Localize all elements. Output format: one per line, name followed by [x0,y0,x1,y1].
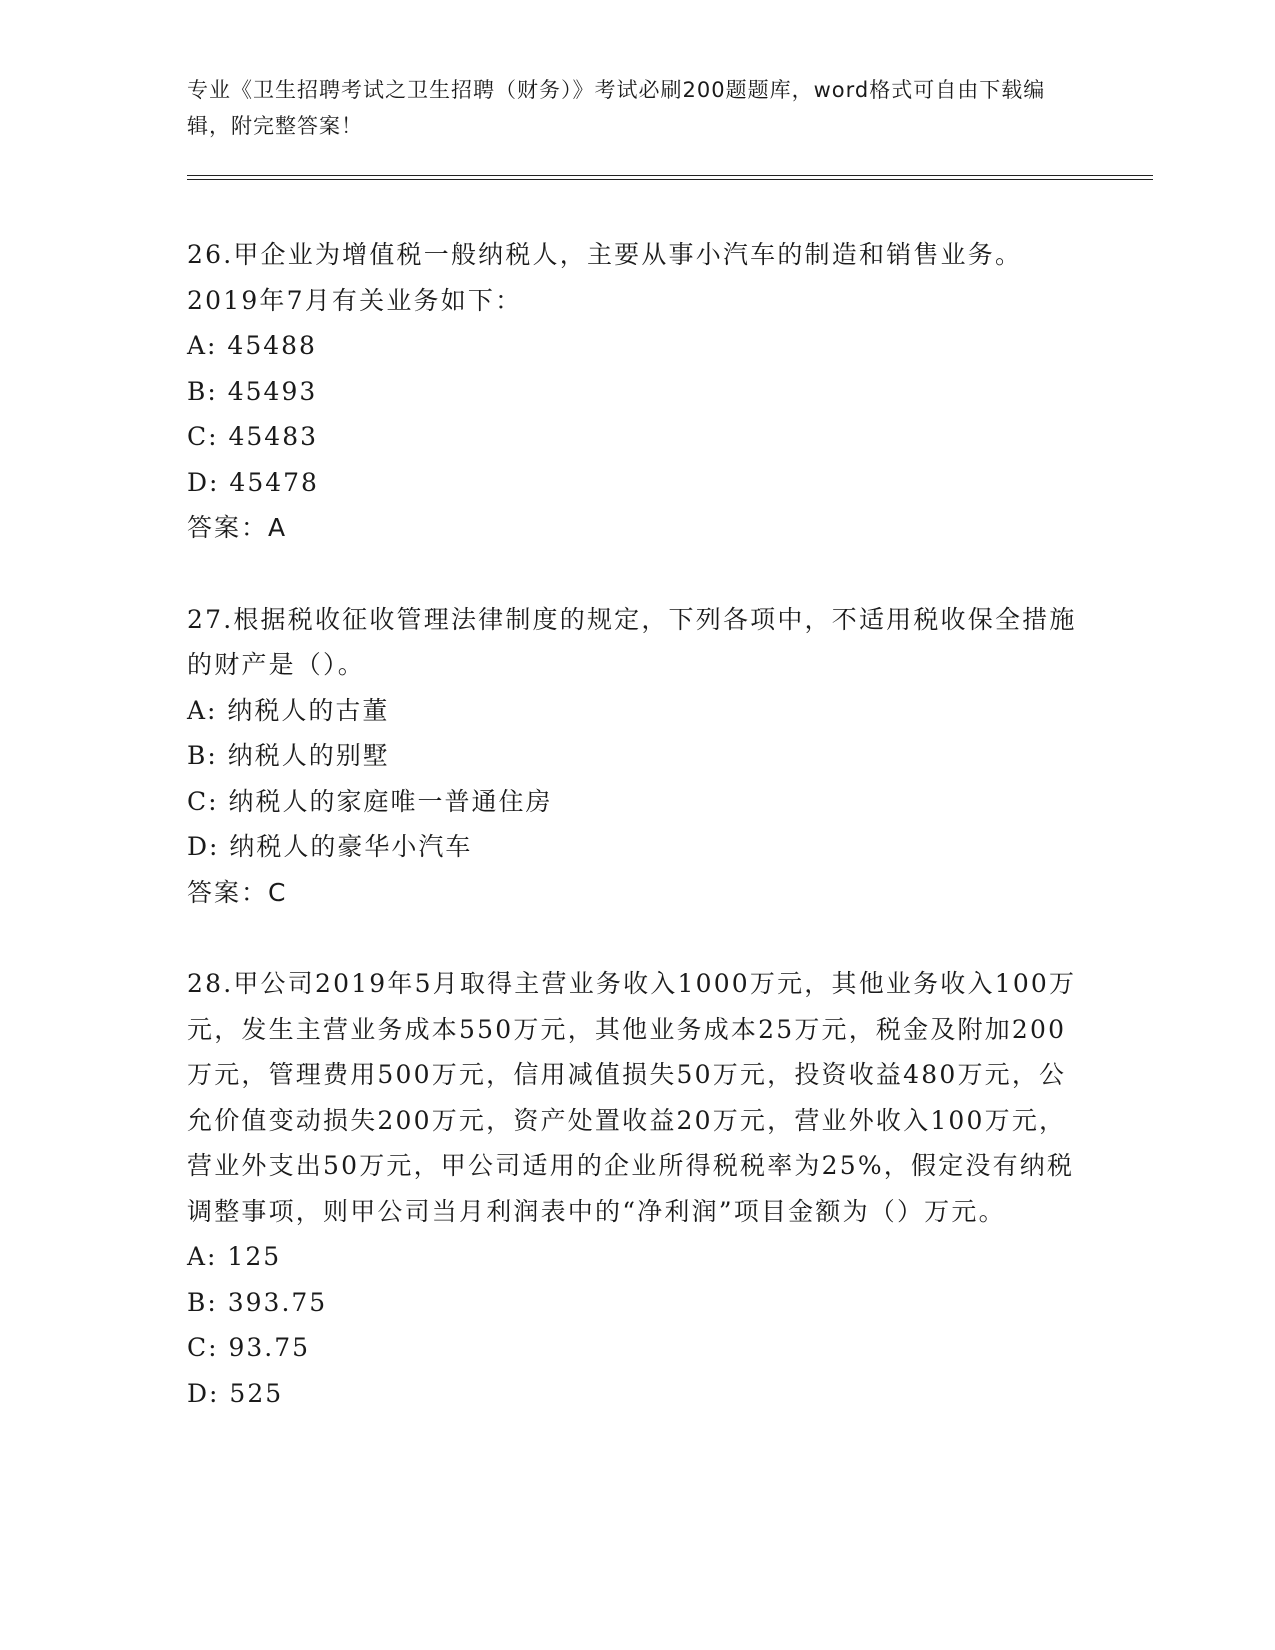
option-b: B: 393.75 [187,1287,328,1317]
option-c: C: 纳税人的家庭唯一普通住房 [187,786,553,816]
option-a: A: 纳税人的古董 [187,695,390,725]
question-28 [187,961,1087,1416]
option-b: B: 纳税人的别墅 [187,741,390,770]
option-c: C: 45483 [187,422,319,451]
option-d: D: 525 [187,1378,284,1408]
question-stem: 28.甲公司2019年5月取得主营业务收入1000万元，其他业务收入100万元，发生主营业务成本550万元，其他业务成本25万元，税金及附加200万元，管理费用500万元，信用减值损失50万元，投资收益480万元，公允价值变动损失200万元，资产处置收益20万元，营业外收入100万元，营业外支出50万元，甲公司适用的企业所得税税率为25%，假定没有纳税调整事项，则甲公司当月利润表中的“净利润”项目金额为（）万元。 [187,969,1077,1226]
option-a: A: 45488 [187,331,317,360]
option-c: C: 93.75 [187,1333,311,1362]
option-d: D: 纳税人的豪华小汽车 [187,832,473,861]
question-stem: 27.根据税收征收管理法律制度的规定，下列各项中，不适用税收保全措施的财产是（）。 [187,604,1077,679]
option-b: B: 45493 [187,376,318,406]
header-divider [187,175,1153,180]
question-stem: 26.甲企业为增值税一般纳税人，主要从事小汽车的制造和销售业务。2019年7月有关业务如下： [187,240,1023,315]
option-d: D: 45478 [187,467,319,497]
option-a: A: 125 [187,1242,282,1271]
question-27 [187,597,1087,916]
question-list [187,232,1087,1462]
answer-line: 答案：A [187,513,288,542]
answer-line: 答案：C [187,877,288,907]
document-header: 专业《卫生招聘考试之卫生招聘（财务）》考试必刷200题题库，word格式可自由下载编辑，附完整答案！ [187,78,1046,138]
question-26 [187,232,1087,551]
